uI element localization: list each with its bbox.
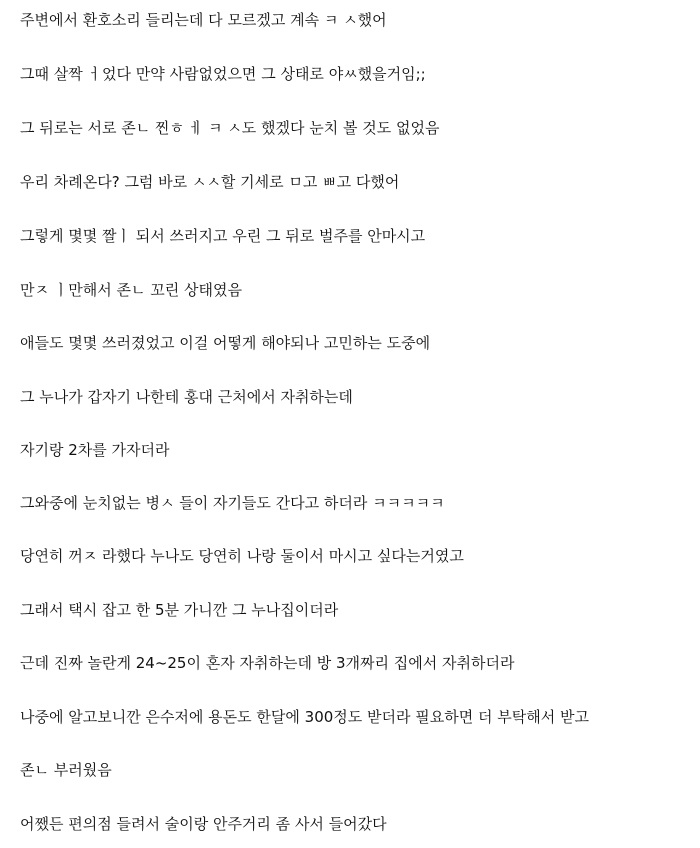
text-line: 그때 살짝 ㅓ었다 만약 사람없었으면 그 상태로 야ㅆ했을거임;; [20,65,426,83]
text-line: 우리 차례온다? 그럼 바로 ㅅㅅ할 기세로 ㅁ고 ㅃ고 다했어 [20,173,400,191]
text-line: 존ㄴ 부러웠음 [20,761,112,779]
text-line: 어쨌든 편의점 들려서 술이랑 안주거리 좀 사서 들어갔다 [20,815,387,833]
text-line: 그렇게 몇몇 짤ㅣ 되서 쓰러지고 우린 그 뒤로 벌주를 안마시고 [20,227,426,245]
text-line: 만ㅈ ㅣ만해서 존ㄴ 꼬린 상태였음 [20,281,242,299]
text-line: 그와중에 눈치없는 병ㅅ 들이 자기들도 간다고 하더라 ㅋㅋㅋㅋㅋ [20,494,445,512]
text-line: 나중에 알고보니깐 은수저에 용돈도 한달에 300정도 받더라 필요하면 더 부탁해서 받고 [20,708,589,726]
text-line: 주변에서 환호소리 들리는데 다 모르겠고 계속 ㅋ ㅅ했어 [20,11,387,29]
text-line: 당연히 꺼ㅈ 라했다 누나도 당연히 나랑 둘이서 마시고 싶다는거였고 [20,547,464,565]
text-line: 그 누나가 갑자기 나한테 홍대 근처에서 자취하는데 [20,388,353,406]
text-line: 자기랑 2차를 가자더라 [20,441,170,459]
text-line: 그 뒤로는 서로 존ㄴ 찐ㅎ ㅔ ㅋ ㅅ도 했겠다 눈치 볼 것도 없었음 [20,119,440,137]
text-line: 그래서 택시 잡고 한 5분 가니깐 그 누나집이더라 [20,601,339,619]
text-line: 애들도 몇몇 쓰러졌었고 이걸 어떻게 해야되나 고민하는 도중에 [20,334,431,352]
text-line: 근데 진짜 놀란게 24~25이 혼자 자취하는데 방 3개짜리 집에서 자취하더라 [20,654,515,672]
